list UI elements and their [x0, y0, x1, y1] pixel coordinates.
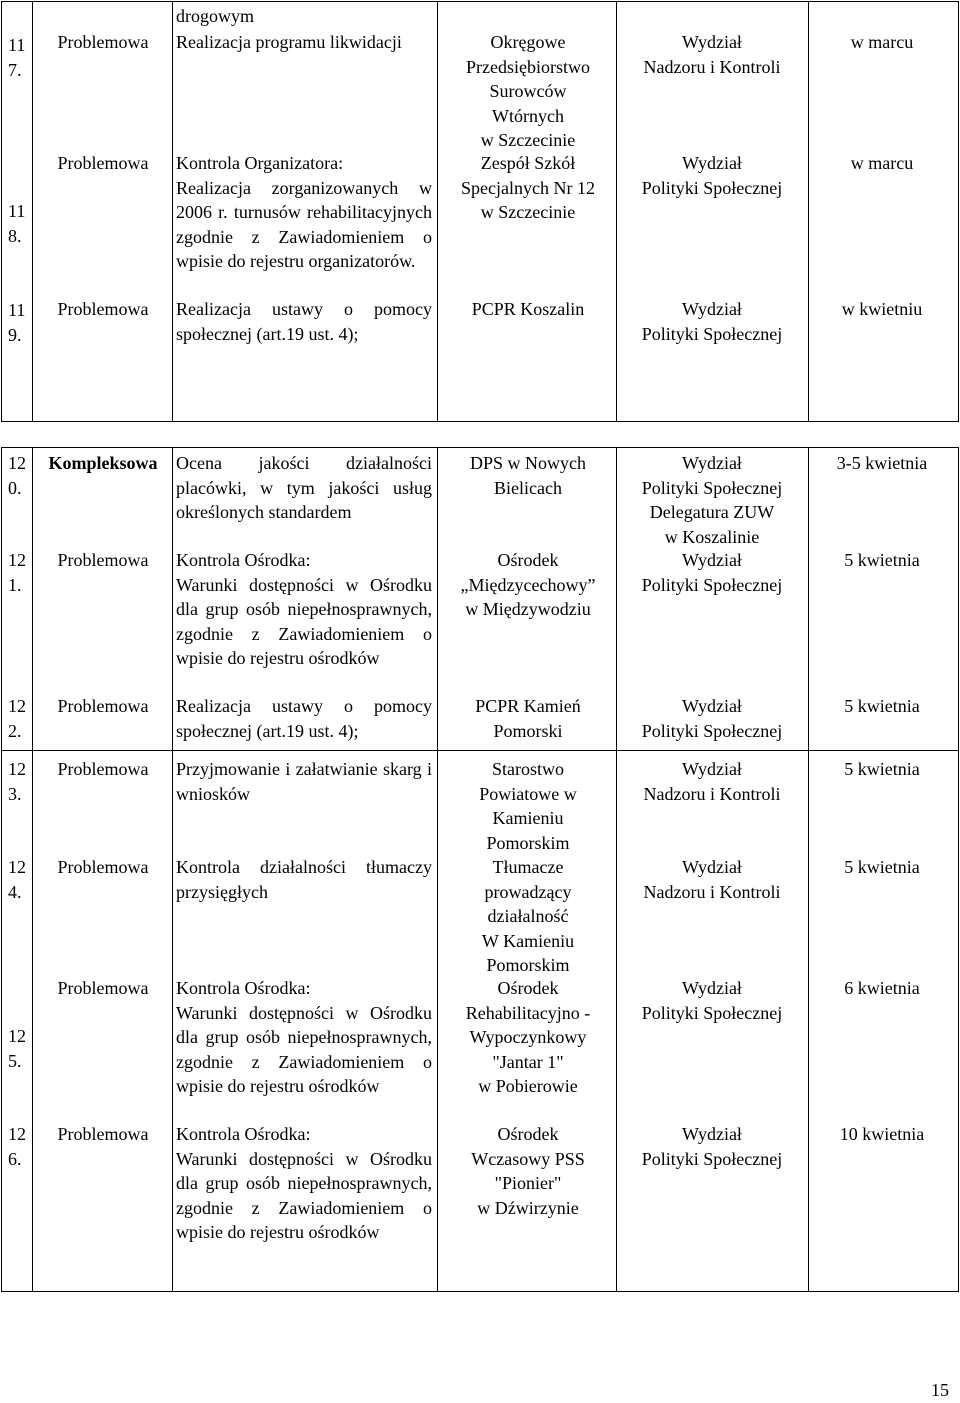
controlled-unit: Ośrodek Wczasowy PSS "Pionier" w Dźwirzynie: [471, 1124, 585, 1218]
department: Wydział Polityki Społecznej: [641, 1124, 783, 1169]
row-number: 12 3.: [8, 759, 26, 804]
carryover-description: drogowym: [176, 6, 254, 26]
page-number: 15: [931, 1380, 949, 1400]
control-subject: Przyjmowanie i załatwianie skarg i wniosków: [176, 759, 432, 804]
department: Wydział Polityki Społecznej: [641, 978, 783, 1023]
control-subject: Realizacja ustawy o pomocy społecznej (art.19 ust. 4);: [176, 696, 432, 741]
department: Wydział Polityki Społecznej: [641, 696, 783, 741]
row-number: 12 4.: [8, 857, 26, 902]
table2-border-col3: [437, 447, 438, 1292]
row-number: 12 1.: [8, 550, 26, 595]
control-type: Kompleksowa: [48, 453, 158, 473]
control-subject: Ocena jakości działalności placówki, w tym jakości usług określonych standardem: [176, 453, 432, 522]
row-number: 12 5.: [8, 1026, 26, 1071]
control-date: 10 kwietnia: [839, 1124, 925, 1144]
control-subject: Kontrola Ośrodka: Warunki dostępności w Ośrodku dla grup osób niepełnosprawnych, zgodnie z Zawiadomieniem o wpisie do rejestru ośrodków: [176, 978, 432, 1096]
table1-bottom-border: [1, 421, 959, 422]
table2-border-col5: [808, 447, 809, 1292]
control-type: Problemowa: [57, 759, 149, 779]
control-type: Problemowa: [57, 857, 149, 877]
control-subject: Kontrola Organizatora: Realizacja zorganizowanych w 2006 r. turnusów rehabilitacyjnych zgodnie z Zawiadomieniem o wpisie do rejestru organizatorów.: [176, 153, 432, 271]
controlled-unit: Ośrodek „Międzycechowy” w Międzywodziu: [460, 550, 596, 619]
control-type: Problemowa: [57, 696, 149, 716]
row-number: 11 9.: [8, 300, 26, 345]
controlled-unit: Ośrodek Rehabilitacyjno - Wypoczynkowy "Jantar 1" w Pobierowie: [465, 978, 591, 1096]
control-type: Problemowa: [57, 153, 149, 173]
control-type: Problemowa: [57, 1124, 149, 1144]
control-subject: Kontrola działalności tłumaczy przysięgłych: [176, 857, 432, 902]
table2-bottom-border: [1, 1291, 959, 1292]
control-subject: Realizacja programu likwidacji: [176, 32, 402, 52]
controlled-unit: PCPR Kamień Pomorski: [475, 696, 581, 741]
department: Wydział Polityki Społecznej: [641, 550, 783, 595]
control-date: 5 kwietnia: [844, 550, 920, 570]
control-date: w marcu: [850, 32, 914, 52]
table1-border-col5: [808, 1, 809, 422]
control-date: w kwietniu: [841, 299, 923, 319]
control-type: Problemowa: [57, 550, 149, 570]
row-number: 12 2.: [8, 696, 26, 741]
row-number: 12 0.: [8, 453, 26, 498]
table2-border-col1: [32, 447, 33, 1292]
control-subject: Realizacja ustawy o pomocy społecznej (art.19 ust. 4);: [176, 299, 432, 344]
control-subject: Kontrola Ośrodka: Warunki dostępności w Ośrodku dla grup osób niepełnosprawnych, zgodnie z Zawiadomieniem o wpisie do rejestru ośrodków: [176, 1124, 432, 1242]
control-type: Problemowa: [57, 978, 149, 998]
table2-border-col4: [616, 447, 617, 1292]
controlled-unit: Starostwo Powiatowe w Kamieniu Pomorskim: [479, 759, 577, 853]
row-number: 11 7.: [8, 35, 26, 80]
table2-row-divider: [1, 750, 959, 751]
control-type: Problemowa: [57, 299, 149, 319]
controlled-unit: Tłumacze prowadzący działalność W Kamieniu Pomorskim: [481, 857, 575, 975]
table1-border-col2: [172, 1, 173, 422]
control-date: 6 kwietnia: [844, 978, 920, 998]
department: Wydział Nadzoru i Kontroli: [643, 759, 781, 804]
row-number: 11 8.: [8, 201, 26, 246]
department: Wydział Nadzoru i Kontroli: [643, 32, 781, 77]
table2-border-col2: [172, 447, 173, 1292]
table1-border-right: [958, 1, 959, 422]
table1-border-col4: [616, 1, 617, 422]
department: Wydział Nadzoru i Kontroli: [643, 857, 781, 902]
control-date: w marcu: [850, 153, 914, 173]
table1-border-col1: [32, 1, 33, 422]
control-type: Problemowa: [57, 32, 149, 52]
department: Wydział Polityki Społecznej Delegatura ZUW w Koszalinie: [641, 453, 783, 547]
table2-top-border: [1, 447, 959, 448]
table1-border-col3: [437, 1, 438, 422]
control-subject: Kontrola Ośrodka: Warunki dostępności w Ośrodku dla grup osób niepełnosprawnych, zgodnie z Zawiadomieniem o wpisie do rejestru ośrodków: [176, 550, 432, 668]
control-date: 5 kwietnia: [844, 857, 920, 877]
controlled-unit: DPS w Nowych Bielicach: [469, 453, 586, 498]
table1-border-left: [1, 1, 2, 422]
controlled-unit: Zespół Szkół Specjalnych Nr 12 w Szczecinie: [461, 153, 595, 222]
controlled-unit: PCPR Koszalin: [471, 299, 585, 319]
table2-border-right: [958, 447, 959, 1292]
table1-top-border: [1, 1, 959, 2]
row-number: 12 6.: [8, 1124, 26, 1169]
control-date: 5 kwietnia: [844, 759, 920, 779]
department: Wydział Polityki Społecznej: [641, 153, 783, 198]
controlled-unit: Okręgowe Przedsiębiorstwo Surowców Wtórnych w Szczecinie: [466, 32, 590, 150]
control-date: 3-5 kwietnia: [836, 453, 928, 473]
department: Wydział Polityki Społecznej: [641, 299, 783, 344]
control-date: 5 kwietnia: [844, 696, 920, 716]
table2-border-left: [1, 447, 2, 1292]
